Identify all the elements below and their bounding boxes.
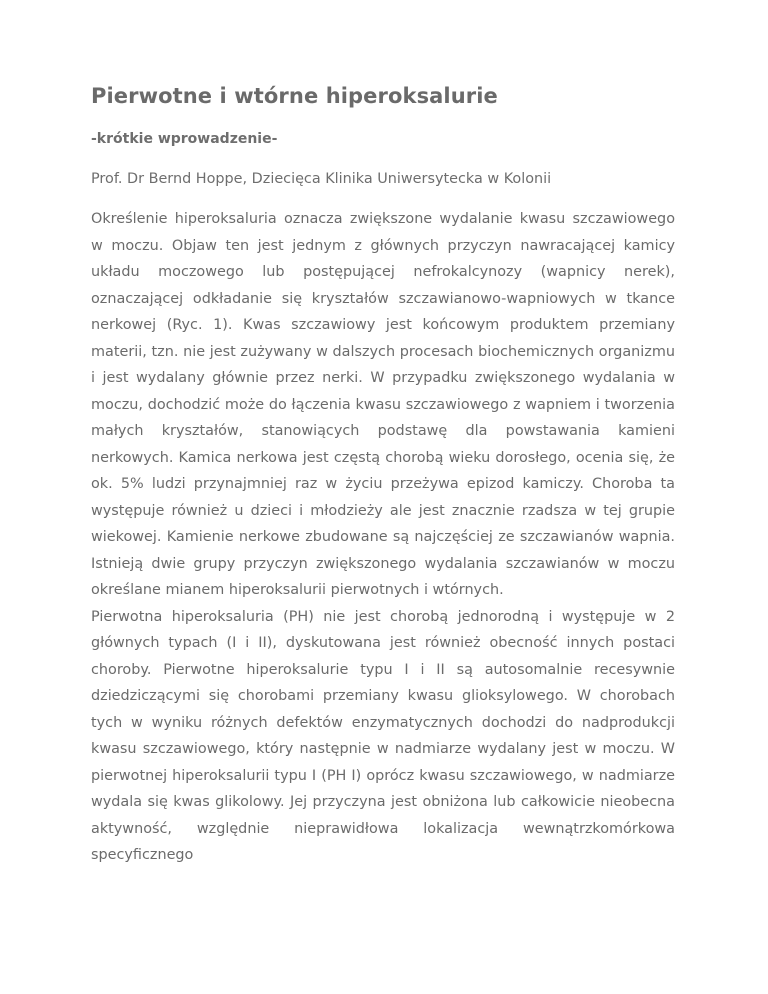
document-subtitle: -krótkie wprowadzenie- (91, 131, 278, 147)
document-title: Pierwotne i wtórne hiperoksalurie (91, 84, 498, 108)
document-page (91, 80, 675, 869)
document-author: Prof. Dr Bernd Hoppe, Dziecięca Klinika Uniwersytecka w Kolonii (91, 171, 552, 187)
paragraph: Pierwotna hiperoksaluria (PH) nie jest chorobą jednorodną i występuje w 2 głównych typach (I i II), dyskutowana jest również obecność innych postaci choroby. Pierwotne hiperoksalurie typu I i II są autosomalnie recesywnie dziedziczącymi się chorobami przemiany kwasu glioksylowego. W chorobach tych w wyniku różnych defektów enzymatycznych dochodzi do nadprodukcji kwasu szczawiowego, który następnie w nadmiarze wydalany jest w moczu. W pierwotnej hiperoksalurii typu I (PH I) oprócz kwasu szczawiowego, w nadmiarze wydala się kwas glikolowy. Jej przyczyna jest obniżona lub całkowicie nieobecna aktywność, względnie nieprawidłowa lokalizacja wewnątrzkomórkowa specyficznego (91, 608, 675, 863)
paragraph: Określenie hiperoksaluria oznacza zwiększone wydalanie kwasu szczawiowego w moczu. Objaw ten jest jednym z głównych przyczyn nawracającej kamicy układu moczowego lub postępującej nefrokalcynozy (wapnicy nerek), oznaczającej odkładanie się kryształów szczawianowo-wapniowych w tkance nerkowej (Ryc. 1). Kwas szczawiowy jest końcowym produktem przemiany materii, tzn. nie jest zużywany w dalszych procesach biochemicznych organizmu i jest wydalany głównie przez nerki. W przypadku zwiększonego wydalania w moczu, dochodzić może do łączenia kwasu szczawiowego z wapniem i tworzenia małych kryształów, stanowiących podstawę dla powstawania kamieni nerkowych. Kamica nerkowa jest częstą chorobą wieku dorosłego, ocenia się, że ok. 5% ludzi przynajmniej raz w życiu przeżywa epizod kamiczy. Choroba ta występuje również u dzieci i młodzieży ale jest znacznie rzadsza w tej grupie wiekowej. Kamienie nerkowe zbudowane są najczęściej ze szczawianów wapnia. Istnieją dwie grupy przyczyn zwiększonego wydalania szczawianów w moczu określane mianem hiperoksalurii pierwotnych i wtórnych. (91, 211, 675, 598)
